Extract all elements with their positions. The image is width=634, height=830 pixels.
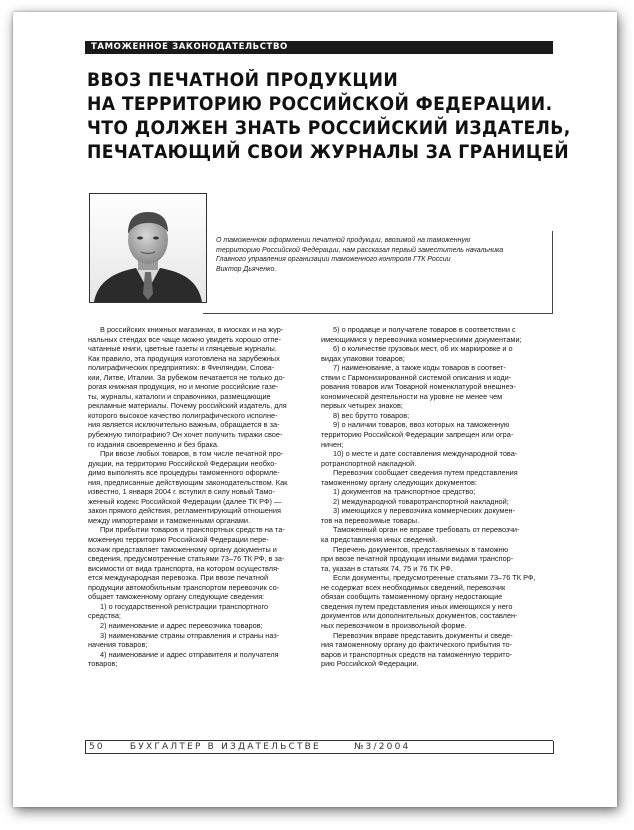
body-text-line: кономической деятельности на уровне не менее чем [321,391,503,401]
body-text-line: Перевозчик сообщает сведения путем представления [333,468,518,478]
body-column-right [321,325,543,669]
body-text-line: Перечень документов, представляемых в таможню [333,544,509,554]
body-text-line: ния является исключительно важным, обращается в за- [88,420,280,430]
body-text-line: Как правило, эта продукция изготовлена на зарубежных [88,353,280,363]
magazine-name: БУХГАЛТЕР В ИЗДАТЕЛЬСТВЕ [129,742,321,752]
body-text-line: ных перевозчиком в произвольной форме. [321,620,467,630]
body-text-line: таможенному органу следующих документов: [321,477,477,487]
body-text-line: 1) о государственной регистрации транспортного [100,601,269,611]
body-text-line: 10) о месте и дате составления международной това- [333,449,518,459]
body-text-line: дукции, на территорию Российской Федерации необхо- [88,458,277,468]
body-text-line: Таможенный орган не вправе требовать от перевозчи- [333,525,520,535]
body-text-line: димо выполнять все процедуры таможенного оформле- [88,468,280,478]
title-line: НА ТЕРРИТОРИЮ РОССИЙСКОЙ ФЕДЕРАЦИИ. [87,94,553,115]
body-text-line: 4) наименование и адрес отправителя и получателя [100,649,279,659]
body-text-line: рию Российской Федерации. [321,659,419,669]
body-text-line: товаров; [88,659,118,669]
body-text-line: общает таможенному органу следующие сведения: [88,592,265,602]
lead-line: Виктор Дьяченко. [216,265,277,273]
lead-paragraph [216,236,516,274]
body-text-line: ты, журналы, каталоги и справочники, размещающие [88,391,271,401]
body-text-line: нальных стендах все чаще можно увидеть хорошо отпе- [88,334,281,344]
body-text-line: моженную территорию Российской Федерации пере- [88,535,269,545]
body-text-line: рекламные материалы. Почему российский издатель, для [88,401,287,411]
magazine-page [13,12,617,807]
body-text-line: не содержат всех необходимых сведений, перевозчик [321,582,506,592]
body-text-line: кии, Литве, Италии. За рубежом печатается не только до- [88,372,285,382]
article-title [87,69,571,165]
body-text-line: Перевозчик вправе представить документы и сведе- [333,630,513,640]
body-text-line: ничен; [321,439,344,449]
body-text-line: начения товаров; [88,640,148,650]
lead-line: О таможенном оформлении печатной продукции, ввозимой на таможенную [216,237,471,244]
body-text-line: 2) наименование и адрес перевозчика товаров; [100,620,263,630]
body-text-line: территорию Российской Федерации запрещен или огра- [321,430,514,440]
body-text-line: 5) о продавце и получателе товаров в соответствии с [333,325,516,334]
body-column-left [88,325,310,669]
body-text-line: ствии с Гармонизированной системой описания и коди- [321,372,512,382]
body-text-line: первых четырех знаков; [321,401,403,411]
author-photo [89,193,207,303]
issue-number: №3/2004 [354,742,411,752]
body-text-line: го издания своевременно и без брака. [88,439,220,449]
body-text-line: которого высокое качество полиграфического исполне- [88,410,278,420]
page-footer [89,741,410,753]
body-text-line: средства; [88,611,121,621]
body-text-line: видах упаковки товаров; [321,353,405,363]
page-number: 50 [89,742,105,752]
title-line: ЧТО ДОЛЖЕН ЗНАТЬ РОССИЙСКИЙ ИЗДАТЕЛЬ, [87,118,571,139]
body-text-line: ротранспортной накладной. [321,458,417,468]
body-text-line: имеющимися у перевозчика коммерческими документами; [321,334,522,344]
body-text-line: документов или дополнительных документов, составлен- [321,611,518,621]
body-text-line: 6) о количестве грузовых мест, об их маркировке и о [333,344,513,354]
body-text-line: 1) документов на транспортное средство; [333,487,476,497]
title-line: ПЕЧАТАЮЩИЙ СВОИ ЖУРНАЛЫ ЗА ГРАНИЦЕЙ [87,142,570,163]
body-text-line: ется международная перевозка. При ввозе печатной [88,573,269,583]
body-text-line: ния таможенному органу до фактического прибытия то- [321,640,513,650]
body-text-line: ния, предписанные действующим законодательством. Как [88,477,288,487]
body-text-line: между импортерами и таможенными органами. [88,515,251,525]
body-text-line: При ввозе любых товаров, в том числе печатной про- [100,449,284,459]
body-text-line: при ввозе печатной продукции иными видами транспор- [321,554,514,564]
body-text-line: обязан сообщить таможенному органу недостающие [321,592,503,602]
body-text-line: варов и транспортных средств на таможенную террито- [321,649,513,659]
body-text-line: сведения путем представления иных имеющихся у него [321,601,513,611]
body-text-line: рования товаров или Товарной номенклатурой внешнеэ- [321,382,516,392]
body-text-line: чатанные книги, цветные газеты и глянцевые журналы. [88,344,277,354]
body-text-line: 3) имеющихся у перевозчика коммерческих докумен- [333,506,516,516]
portrait-image [90,194,206,302]
body-text-line: рубежную типографию? Он хочет получить тиражи свое- [88,430,283,440]
body-text-line: 2) международной товаротранспортной накладной; [333,496,509,506]
title-line: ВВОЗ ПЕЧАТНОЙ ПРОДУКЦИИ [87,70,399,91]
section-header: ТАМОЖЕННОЕ ЗАКОНОДАТЕЛЬСТВО [85,41,553,54]
body-text-line: рогая книжная продукция, но и многие российские газе- [88,382,279,392]
body-text-line: та, указан в статьях 74, 75 и 76 ТК РФ. [321,563,453,573]
lead-line: территорию Российской Федерации, нам рассказал первый заместитель начальника [216,246,504,254]
body-text-line: 8) вес брутто товаров; [333,410,410,420]
body-text-line: известно, 1 января 2004 г. вступил в силу новый Тамо- [88,487,275,497]
body-text-line: висимости от вида транспорта, на котором осуществля- [88,563,280,573]
body-text-line: ка представления иных сведений. [321,535,438,545]
body-text-line: При прибытии товаров и транспортных средств на та- [100,525,285,535]
body-text-line: полиграфических предприятиях: в Финляндии, Слова- [88,363,275,373]
body-text-line: тов на перевозимые товары. [321,515,420,525]
body-text-line: Если документы, предусмотренные статьями 73–76 ТК РФ, [333,573,536,583]
body-text-line: закон прямого действия, регламентирующий отношения [88,506,281,516]
body-text-line: возчик представляет таможенному органу документы и [88,544,277,554]
body-text-line: 3) наименование страны отправления и страны наз- [100,630,280,640]
lead-line: Главного управления организации таможенного контроля ГТК России [216,256,451,264]
body-text-line: сведения, предусмотренные статьями 73–76 ТК РФ, в за- [88,554,285,564]
body-text-line: 9) о наличии товаров, ввоз которых на таможенную [333,420,510,430]
body-text-line: женный кодекс Российской Федерации (далее ТК РФ) — [88,496,282,506]
body-text-line: продукции автомобильным транспортом перевозчик со- [88,582,280,592]
body-text-line: 7) наименование, а также коды товаров в соответ- [333,363,506,373]
body-text-line: В российских книжных магазинах, в киосках и на жур- [100,325,284,334]
